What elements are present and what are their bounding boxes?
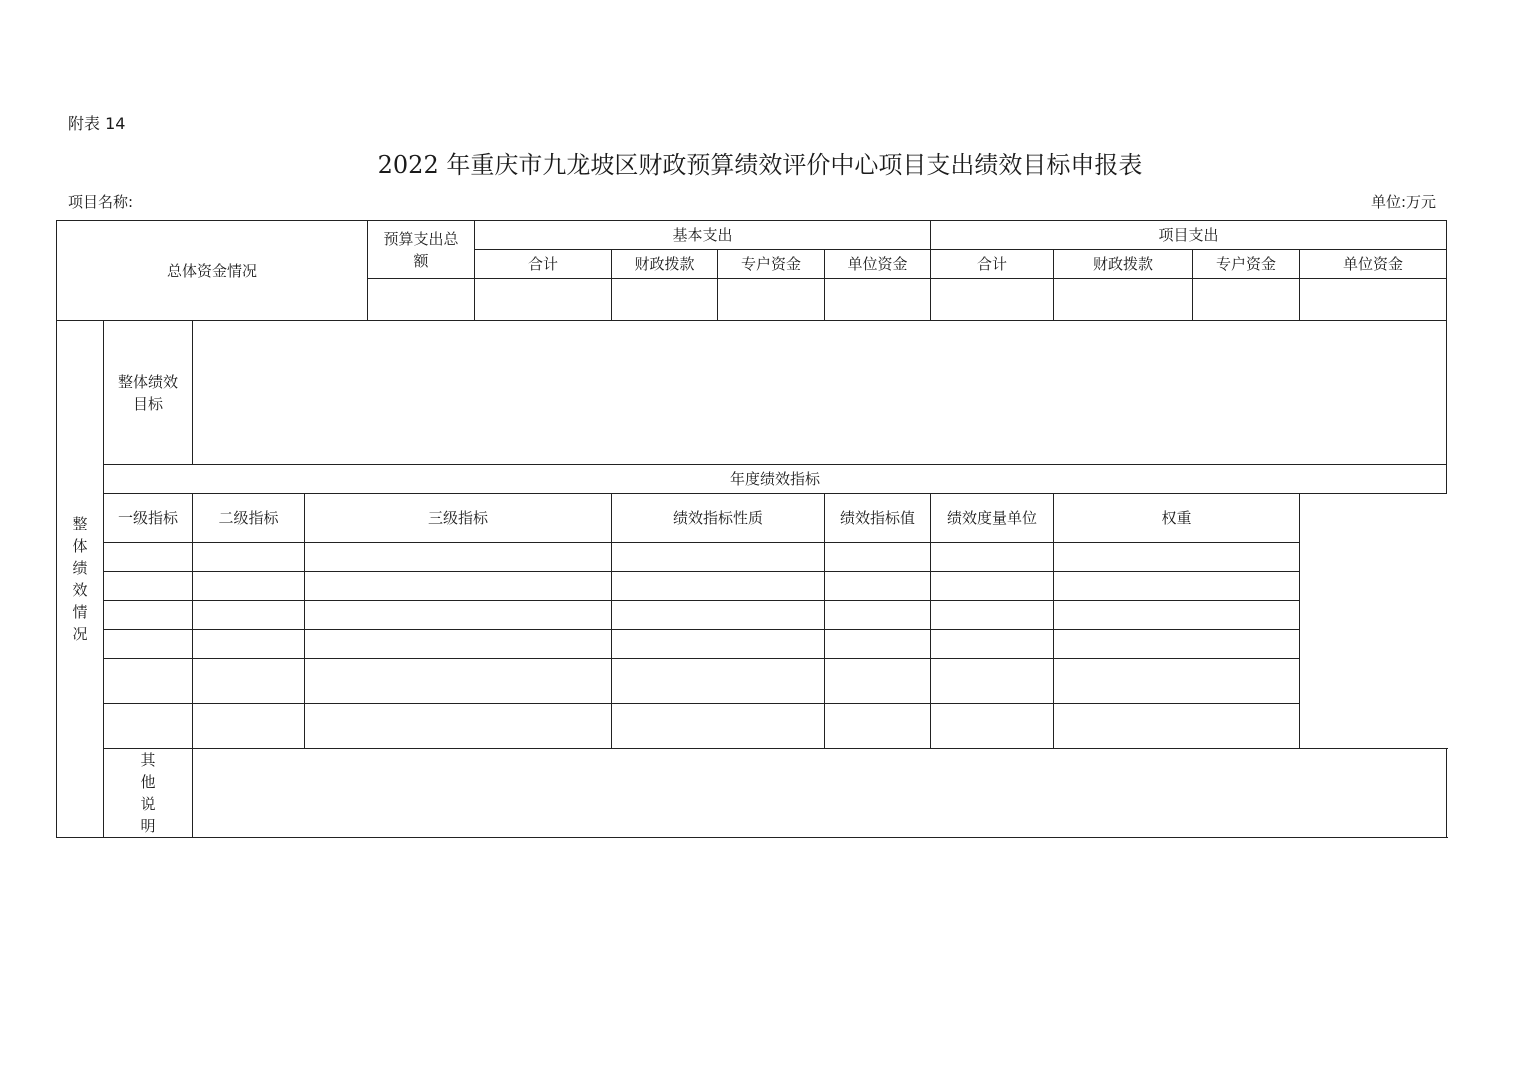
nature-cell[interactable] xyxy=(612,704,825,749)
funding-header-row-1 xyxy=(57,221,1447,250)
level3-cell[interactable] xyxy=(305,630,612,659)
level3-indicator-header: 三级指标 xyxy=(305,494,612,543)
weight-cell[interactable] xyxy=(1054,601,1300,630)
table-row xyxy=(57,704,1447,749)
table-row xyxy=(57,572,1447,601)
project-unit-header: 单位资金 xyxy=(1300,250,1447,279)
other-notes-row xyxy=(57,749,1447,838)
project-fiscal-header: 财政拨款 xyxy=(1054,250,1193,279)
nature-cell[interactable] xyxy=(612,630,825,659)
value-cell[interactable] xyxy=(825,543,931,572)
level2-indicator-header: 二级指标 xyxy=(193,494,305,543)
nature-cell[interactable] xyxy=(612,601,825,630)
value-cell[interactable] xyxy=(825,659,931,704)
overall-goal-cell[interactable] xyxy=(193,321,1447,465)
unit-label: 单位:万元 xyxy=(1370,193,1436,211)
basic-special-cell[interactable] xyxy=(718,279,825,321)
indicator-value-header: 绩效指标值 xyxy=(825,494,931,543)
nature-cell[interactable] xyxy=(612,572,825,601)
level1-indicator-header: 一级指标 xyxy=(104,494,193,543)
basic-fiscal-cell[interactable] xyxy=(612,279,718,321)
overall-funding-label: 总体资金情况 xyxy=(57,221,368,321)
basic-total-header: 合计 xyxy=(475,250,612,279)
other-notes-cell[interactable] xyxy=(193,749,1447,838)
level3-cell[interactable] xyxy=(305,601,612,630)
annual-indicators-label: 年度绩效指标 xyxy=(104,465,1447,494)
basic-expense-label: 基本支出 xyxy=(475,221,931,250)
project-total-cell[interactable] xyxy=(931,279,1054,321)
table-row xyxy=(57,630,1447,659)
table-row xyxy=(57,601,1447,630)
weight-cell[interactable] xyxy=(1054,630,1300,659)
project-total-header: 合计 xyxy=(931,250,1054,279)
unit-cell[interactable] xyxy=(931,704,1054,749)
level3-cell[interactable] xyxy=(305,659,612,704)
level3-cell[interactable] xyxy=(305,543,612,572)
overall-goal-label: 整体绩效 目标 xyxy=(104,321,193,465)
level1-cell[interactable] xyxy=(104,572,193,601)
measure-unit-header: 绩效度量单位 xyxy=(931,494,1054,543)
basic-total-cell[interactable] xyxy=(475,279,612,321)
level2-cell[interactable] xyxy=(193,572,305,601)
level1-cell[interactable] xyxy=(104,659,193,704)
level3-cell[interactable] xyxy=(305,704,612,749)
project-special-cell[interactable] xyxy=(1193,279,1300,321)
other-notes-label: 其 他 说 明 xyxy=(104,749,193,838)
level2-cell[interactable] xyxy=(193,630,305,659)
performance-target-form xyxy=(56,220,1447,838)
value-cell[interactable] xyxy=(825,704,931,749)
overall-goal-row xyxy=(57,321,1447,465)
unit-cell[interactable] xyxy=(931,659,1054,704)
weight-header: 权重 xyxy=(1054,494,1300,543)
level3-cell[interactable] xyxy=(305,572,612,601)
weight-cell[interactable] xyxy=(1054,543,1300,572)
weight-cell[interactable] xyxy=(1054,659,1300,704)
budget-total-label: 预算支出总 额 xyxy=(368,221,475,279)
form-title: 2022 年重庆市九龙坡区财政预算绩效评价中心项目支出绩效目标申报表 xyxy=(377,151,1143,179)
basic-unit-cell[interactable] xyxy=(825,279,931,321)
performance-section-label: 整 体 绩 效 情 况 xyxy=(57,321,104,838)
level2-cell[interactable] xyxy=(193,543,305,572)
budget-total-cell[interactable] xyxy=(368,279,475,321)
nature-cell[interactable] xyxy=(612,543,825,572)
project-unit-cell[interactable] xyxy=(1300,279,1447,321)
annual-indicators-row xyxy=(57,465,1447,494)
project-fiscal-cell[interactable] xyxy=(1054,279,1193,321)
weight-cell[interactable] xyxy=(1054,704,1300,749)
value-cell[interactable] xyxy=(825,630,931,659)
level1-cell[interactable] xyxy=(104,543,193,572)
table-row xyxy=(57,543,1447,572)
basic-special-header: 专户资金 xyxy=(718,250,825,279)
unit-cell[interactable] xyxy=(931,543,1054,572)
weight-cell[interactable] xyxy=(1054,572,1300,601)
table-row xyxy=(57,659,1447,704)
indicator-nature-header: 绩效指标性质 xyxy=(612,494,825,543)
indicator-header-row xyxy=(57,494,1447,543)
project-expense-label: 项目支出 xyxy=(931,221,1447,250)
basic-unit-header: 单位资金 xyxy=(825,250,931,279)
level2-cell[interactable] xyxy=(193,704,305,749)
project-name-label: 项目名称: xyxy=(68,193,134,211)
unit-cell[interactable] xyxy=(931,630,1054,659)
value-cell[interactable] xyxy=(825,572,931,601)
level1-cell[interactable] xyxy=(104,630,193,659)
nature-cell[interactable] xyxy=(612,659,825,704)
project-special-header: 专户资金 xyxy=(1193,250,1300,279)
value-cell[interactable] xyxy=(825,601,931,630)
unit-cell[interactable] xyxy=(931,601,1054,630)
level2-cell[interactable] xyxy=(193,659,305,704)
basic-fiscal-header: 财政拨款 xyxy=(612,250,718,279)
unit-cell[interactable] xyxy=(931,572,1054,601)
level1-cell[interactable] xyxy=(104,704,193,749)
level2-cell[interactable] xyxy=(193,601,305,630)
attachment-label: 附表 14 xyxy=(68,114,126,133)
level1-cell[interactable] xyxy=(104,601,193,630)
